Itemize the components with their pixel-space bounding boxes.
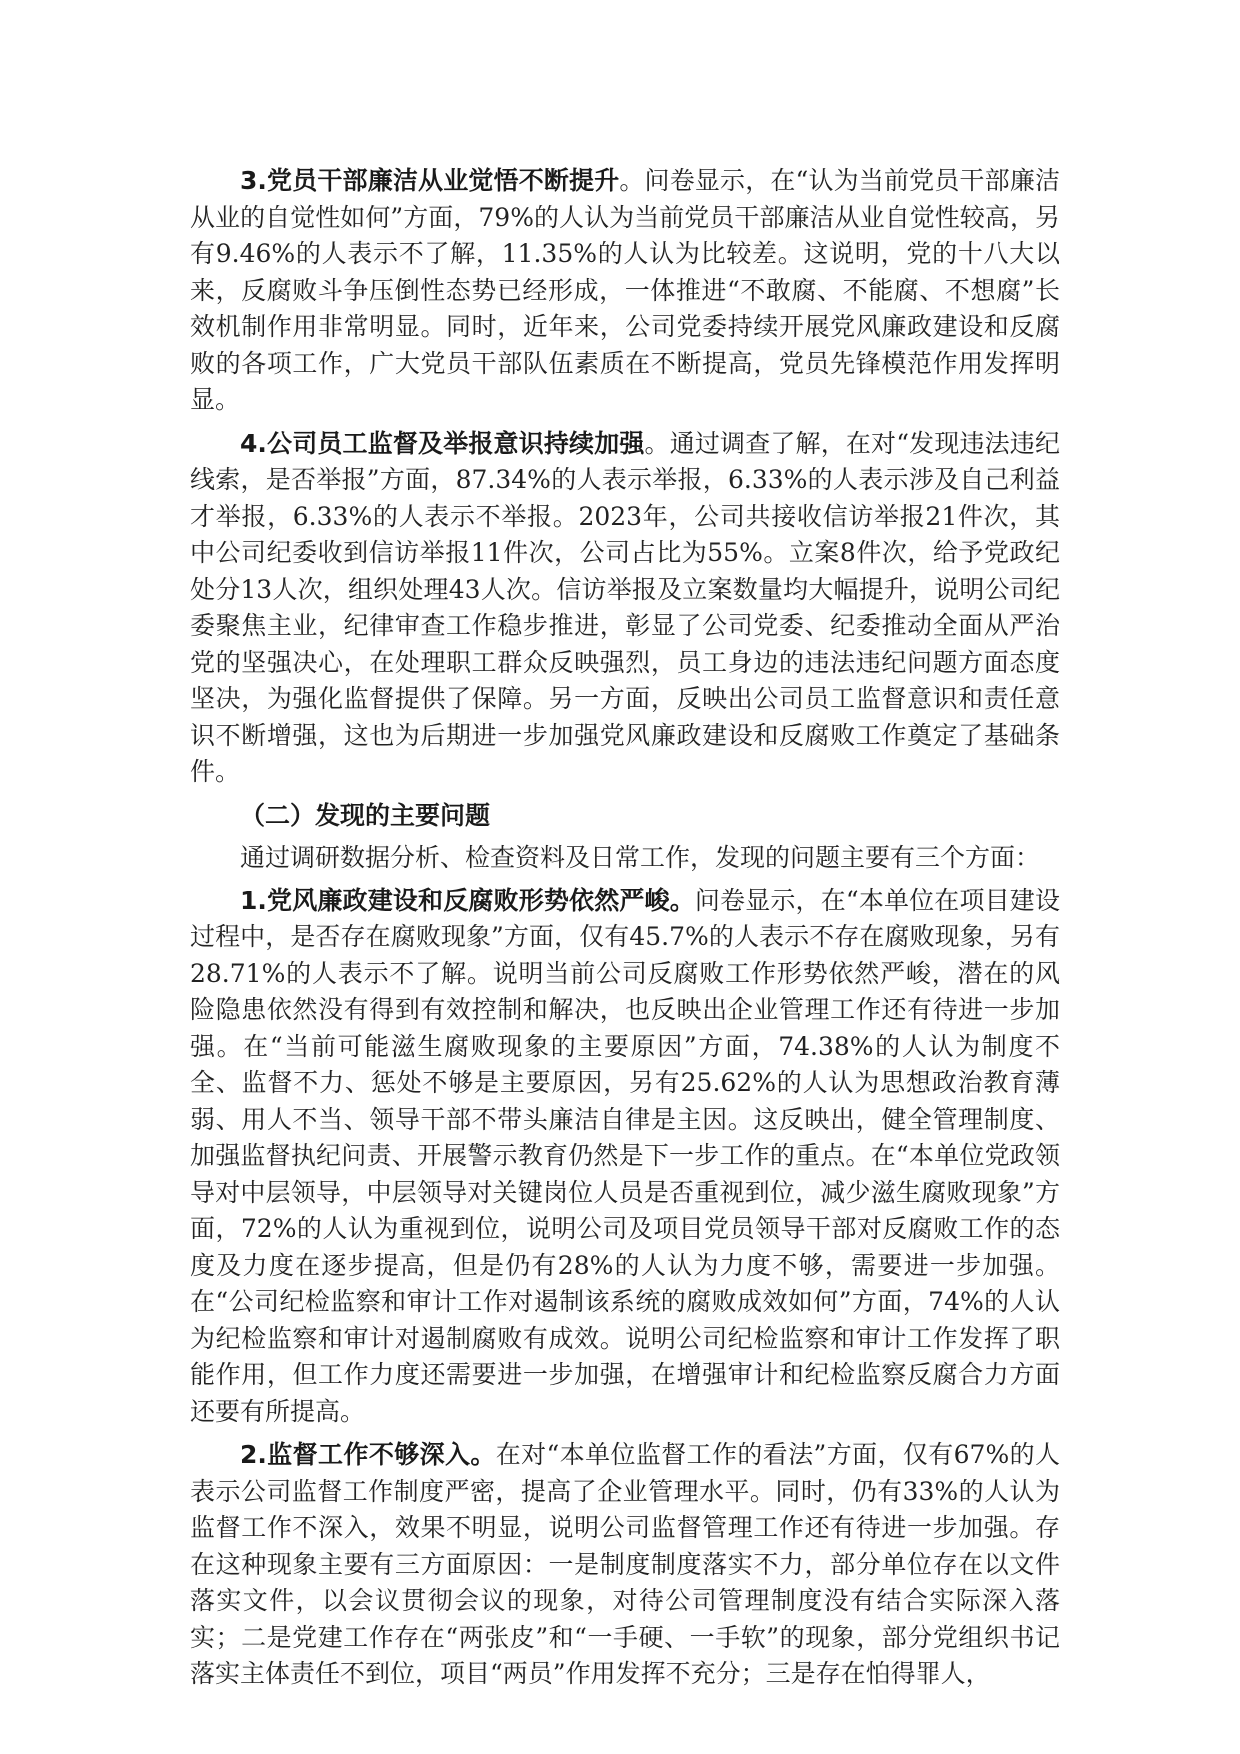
paragraph-text: 问卷显示，在“本单位在项目建设过程中，是否存在腐败现象”方面，仅有45.7%的人表示不存在腐败现象，另有28.71%的人表示不了解。说明当前公司反腐败工作形势依然严峻，潜在的风险隐患依然没有得到有效控制和解决，也反映出企业管理工作还有待进一步加强。在“当前可能滋生腐败现象的主要原因”方面，74.38%的人认为制度不全、监督不力、惩处不够是主要原因，另有25.62%的人认为思想政治教育薄弱、用人不当、领导干部不带头廉洁自律是主因。这反映出，健全管理制度、加强监督执纪问责、开展警示教育仍然是下一步工作的重点。在“本单位党政领导对中层领导，中层领导对关键岗位人员是否重视到位，减少滋生腐败现象”方面，72%的人认为重视到位，说明公司及项目党员领导干部对反腐败工作的态度及力度在逐步提高，但是仍有28%的人认为力度不够，需要进一步加强。在“公司纪检监察和审计工作对遏制该系统的腐败成效如何”方面，74%的人认为纪检监察和审计对遏制腐败有成效。说明公司纪检监察和审计工作发挥了职能作用，但工作力度还需要进一步加强，在增强审计和纪检监察反腐合力方面还要有所提高。 [190, 885, 1060, 1426]
paragraph-lead: 2.监督工作不够深入。 [240, 1440, 496, 1469]
paragraph-text: 在对“本单位监督工作的看法”方面，仅有67%的人表示公司监督工作制度严密，提高了企业管理水平。同时，仍有33%的人认为监督工作不深入，效果不明显，说明公司监督管理工作还有待进一步加强。存在这种现象主要有三方面原因：一是制度制度落实不力，部分单位存在以文件落实文件，以会议贯彻会议的现象，对待公司管理制度没有结合实际深入落实；二是党建工作存在“两张皮”和“一手硬、一手软”的现象，部分党组织书记落实主体责任不到位，项目“两员”作用发挥不充分；三是存在怕得罪人， [190, 1440, 1060, 1688]
paragraph-party-cadre-integrity [190, 163, 1060, 419]
paragraph-anti-corruption-situation [190, 883, 1060, 1431]
paragraph-lead: 4.公司员工监督及举报意识持续加强 [240, 428, 645, 458]
section-heading: （二）发现的主要问题 [240, 800, 491, 830]
paragraph-lead: 3.党员干部廉洁从业觉悟不断提升 [240, 166, 620, 195]
paragraph-lead: 1.党风廉政建设和反腐败形势依然严峻。 [240, 885, 695, 915]
paragraph-supervision-not-deep [190, 1437, 1060, 1693]
paragraph-text: 。通过调查了解，在对“发现违法违纪线索，是否举报”方面，87.34%的人表示举报，6.33%的人表示涉及自己利益才举报，6.33%的人表示不举报。2023年，公司共接收信访举报21件次，其中公司纪委收到信访举报11件次，公司占比为55%。立案8件次，给予党政纪处分13人次，组织处理43人次。信访举报及立案数量均大幅提升，说明公司纪委聚焦主业，纪律审查工作稳步推进，彰显了公司党委、纪委推动全面从严治党的坚强决心，在处理职工群众反映强烈，员工身边的违法违纪问题方面态度坚决，为强化监督提供了保障。另一方面，反映出公司员工监督意识和责任意识不断增强，这也为后期进一步加强党风廉政建设和反腐败工作奠定了基础条件。 [190, 428, 1060, 786]
document-body [190, 163, 1060, 1700]
paragraph-employee-supervision [190, 426, 1060, 791]
paragraph-intro: 通过调研数据分析、检查资料及日常工作，发现的问题主要有三个方面： [240, 843, 1041, 872]
paragraph-text: 。问卷显示，在“认为当前党员干部廉洁从业的自觉性如何”方面，79%的人认为当前党员干部廉洁从业自觉性较高，另有9.46%的人表示不了解，11.35%的人认为比较差。这说明，党的十八大以来，反腐败斗争压倒性态势已经形成，一体推进“不敢腐、不能腐、不想腐”长效机制作用非常明显。同时，近年来，公司党委持续开展党风廉政建设和反腐败的各项工作，广大党员干部队伍素质在不断提高，党员先锋模范作用发挥明显。 [190, 166, 1060, 414]
